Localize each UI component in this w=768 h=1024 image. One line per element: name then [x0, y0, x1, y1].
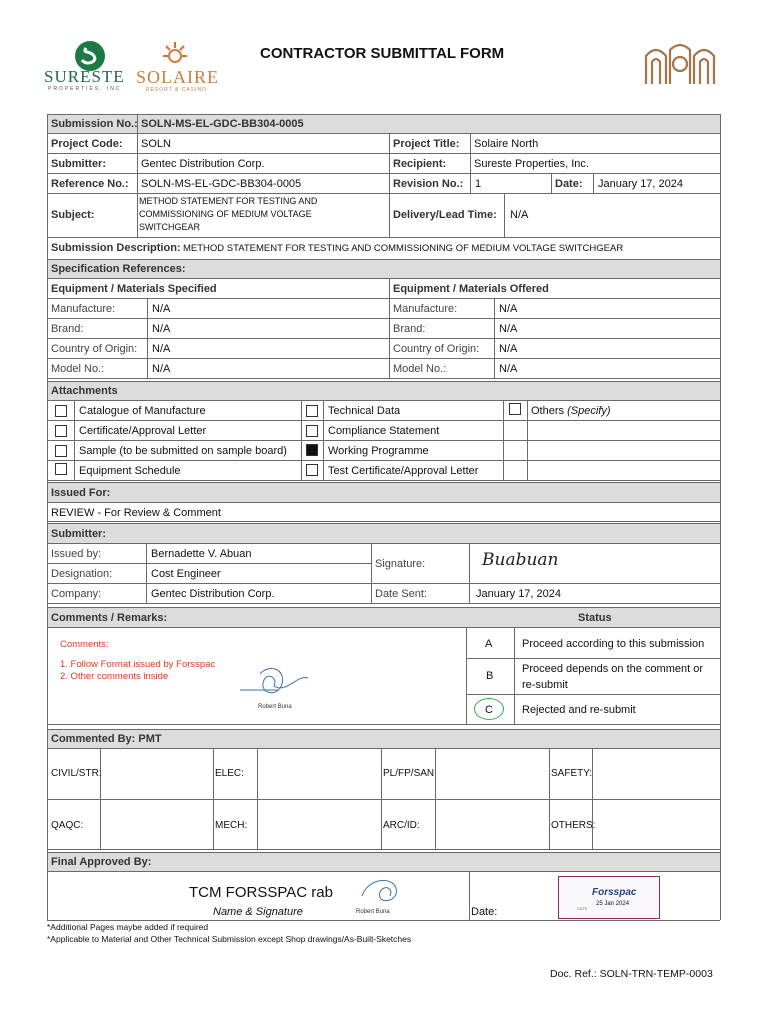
final-approved-heading: Final Approved By: — [51, 856, 152, 868]
revision-no-label: Revision No.: — [393, 178, 464, 190]
attachment-test-certificate-label: Test Certificate/Approval Letter — [328, 465, 479, 477]
doc-ref: Doc. Ref.: SOLN-TRN-TEMP-0003 — [550, 968, 713, 980]
signature-label: Signature: — [375, 558, 426, 570]
sureste-logo — [44, 40, 134, 90]
project-title-value: Solaire North — [474, 138, 539, 150]
arc-label: ARC/ID: — [383, 820, 420, 831]
company-label: Company: — [51, 588, 102, 600]
submitter-heading: Submitter: — [51, 528, 106, 540]
footer-note-2: *Applicable to Material and Other Technical Submission except Shop drawings/As-Built-Sketches — [47, 934, 412, 944]
status-b-text: Proceed depends on the comment or — [522, 663, 704, 675]
issued-by-label: Issued by: — [51, 548, 102, 560]
row-shade — [47, 523, 720, 543]
comments-line-2: 2. Other comments inside — [60, 671, 169, 682]
status-a-text: Proceed according to this submission — [522, 638, 705, 650]
attachment-technical-data-label: Technical Data — [328, 405, 401, 417]
stamp-brand: Forsspac — [592, 887, 637, 898]
delivery-label: Delivery/Lead Time: — [393, 209, 497, 221]
offered-model-label: Model No.: — [393, 363, 447, 375]
submission-no-value: SOLN-MS-EL-GDC-BB304-0005 — [141, 118, 304, 130]
civil-label: CIVIL/STR: — [51, 768, 102, 779]
spec-brand-value: N/A — [152, 323, 171, 335]
solaire-logo-sub: RESORT & CASINO — [146, 87, 207, 93]
spec-manufacture-label: Manufacture: — [51, 303, 116, 315]
row-shade — [47, 482, 720, 502]
reference-no-value: SOLN-MS-EL-GDC-BB304-0005 — [141, 178, 302, 190]
designation-value: Cost Engineer — [151, 568, 221, 580]
status-heading: Status — [578, 612, 612, 624]
form-title: CONTRACTOR SUBMITTAL FORM — [260, 45, 505, 62]
mech-label: MECH: — [215, 820, 248, 831]
solaire-logo-text: SOLAIRE — [136, 67, 219, 87]
project-code-value: SOLN — [141, 138, 171, 150]
spec-brand-label: Brand: — [51, 323, 84, 335]
status-c-text: Rejected and re-submit — [522, 704, 636, 716]
others-specify-text: (Specify) — [567, 405, 611, 417]
revision-no-value: 1 — [475, 178, 482, 190]
attachment-working-programme-label: Working Programme — [328, 445, 429, 457]
date-sent-value: January 17, 2024 — [476, 588, 562, 600]
spec-country-label: Country of Origin: — [51, 343, 138, 355]
attachment-certificate-label: Certificate/Approval Letter — [79, 425, 207, 437]
status-c-code: C — [485, 704, 493, 716]
project-code-label: Project Code: — [51, 138, 123, 150]
reference-no-label: Reference No.: — [51, 178, 129, 190]
issued-for-heading: Issued For: — [51, 487, 111, 499]
checkbox-catalogue[interactable] — [55, 405, 67, 417]
plfp-label: PL/FP/SAN — [383, 768, 435, 779]
recipient-label: Recipient: — [393, 158, 447, 170]
offered-manufacture-label: Manufacture: — [393, 303, 458, 315]
sureste-logo-text: SURESTE — [44, 67, 125, 86]
subject-line-1: METHOD STATEMENT FOR TESTING AND — [139, 196, 318, 206]
checkbox-working-programme[interactable] — [306, 444, 318, 456]
offered-country-label: Country of Origin: — [393, 343, 480, 355]
checkbox-equipment-schedule[interactable] — [55, 463, 67, 475]
spec-model-value: N/A — [152, 363, 171, 375]
attachment-catalogue-label: Catalogue of Manufacture — [79, 405, 206, 417]
attachment-others-label — [531, 404, 610, 418]
sureste-logo-sub: PROPERTIES, INC — [48, 86, 122, 92]
checkbox-others[interactable] — [509, 403, 521, 415]
spec-specified-heading: Equipment / Materials Specified — [51, 283, 217, 295]
offered-brand-label: Brand: — [393, 323, 426, 335]
stamp-date: 25 Jan 2024 — [596, 901, 630, 907]
final-approver-name: TCM FORSSPAC rab — [189, 884, 333, 901]
reviewer-signature-icon — [238, 664, 318, 704]
submitter-signature: Buabuan — [482, 550, 559, 570]
date-sent-label: Date Sent: — [375, 588, 427, 600]
subject-line-2: COMMISSIONING OF MEDIUM VOLTAGE — [139, 209, 312, 219]
submitter-label: Submitter: — [51, 158, 106, 170]
final-signer-name: Robert Buna — [356, 909, 390, 915]
status-a-code: A — [485, 638, 493, 650]
commented-by-heading: Commented By: PMT — [51, 733, 162, 745]
spec-offered-heading: Equipment / Materials Offered — [393, 283, 549, 295]
comments-line-1: 1. Follow Format issued by Forsspac — [60, 659, 216, 670]
description-label: Submission Description: — [51, 242, 181, 254]
submitter-value: Gentec Distribution Corp. — [141, 158, 265, 170]
date-label: Date: — [555, 178, 583, 190]
footer-note-1: *Additional Pages maybe added if required — [47, 922, 209, 932]
solaire-logo — [136, 40, 226, 93]
elec-label: ELEC: — [215, 768, 244, 779]
offered-model-value: N/A — [499, 363, 518, 375]
checkbox-sample[interactable] — [55, 445, 67, 457]
others-label: OTHERS: — [551, 820, 596, 831]
attachments-heading: Attachments — [51, 385, 118, 397]
spec-country-value: N/A — [152, 343, 171, 355]
company-value: Gentec Distribution Corp. — [151, 588, 275, 600]
subject-line-3: SWITCHGEAR — [139, 222, 201, 232]
description-value: METHOD STATEMENT FOR TESTING AND COMMISSIONING OF MEDIUM VOLTAGE SWITCHGEAR — [183, 243, 624, 254]
final-date-label: Date: — [471, 906, 498, 918]
attachment-sample-label: Sample (to be submitted on sample board) — [79, 445, 287, 457]
recipient-value: Sureste Properties, Inc. — [474, 158, 589, 170]
subject-label: Subject: — [51, 209, 95, 221]
comments-signer-name: Robert Buna — [258, 704, 292, 710]
checkbox-certificate[interactable] — [55, 425, 67, 437]
status-b-text-2: re-submit — [522, 679, 568, 691]
submission-no-label: Submission No.: — [51, 118, 138, 130]
project-title-label: Project Title: — [393, 138, 460, 150]
issued-for-value: REVIEW - For Review & Comment — [51, 507, 221, 519]
comments-heading: Comments / Remarks: — [51, 612, 168, 624]
attachment-compliance-label: Compliance Statement — [328, 425, 440, 437]
spec-heading: Specification References: — [51, 263, 186, 275]
designation-label: Designation: — [51, 568, 113, 580]
sun-icon — [160, 40, 190, 70]
date-value: January 17, 2024 — [598, 178, 684, 190]
approval-stamp — [558, 876, 660, 919]
qaqc-label: QAQC: — [51, 820, 84, 831]
comments-label: Comments: — [60, 639, 109, 650]
spec-manufacture-value: N/A — [152, 303, 171, 315]
approver-signature-icon — [356, 874, 410, 910]
attachment-equipment-schedule-label: Equipment Schedule — [79, 465, 181, 477]
offered-country-value: N/A — [499, 343, 518, 355]
checkbox-compliance[interactable] — [306, 425, 318, 437]
stamp-date-label: DATE — [577, 906, 588, 911]
status-b-code: B — [486, 670, 494, 682]
offered-brand-value: N/A — [499, 323, 518, 335]
issued-by-value: Bernadette V. Abuan — [151, 548, 252, 560]
checkbox-technical-data[interactable] — [306, 405, 318, 417]
others-label-text: Others — [531, 405, 565, 417]
name-signature-label: Name & Signature — [213, 906, 303, 918]
safety-label: SAFETY: — [551, 768, 593, 779]
project-logo-icon — [644, 42, 716, 86]
row-shade — [47, 381, 720, 400]
delivery-value: N/A — [510, 209, 529, 221]
checkbox-test-certificate[interactable] — [306, 464, 318, 476]
offered-manufacture-value: N/A — [499, 303, 518, 315]
spec-model-label: Model No.: — [51, 363, 105, 375]
